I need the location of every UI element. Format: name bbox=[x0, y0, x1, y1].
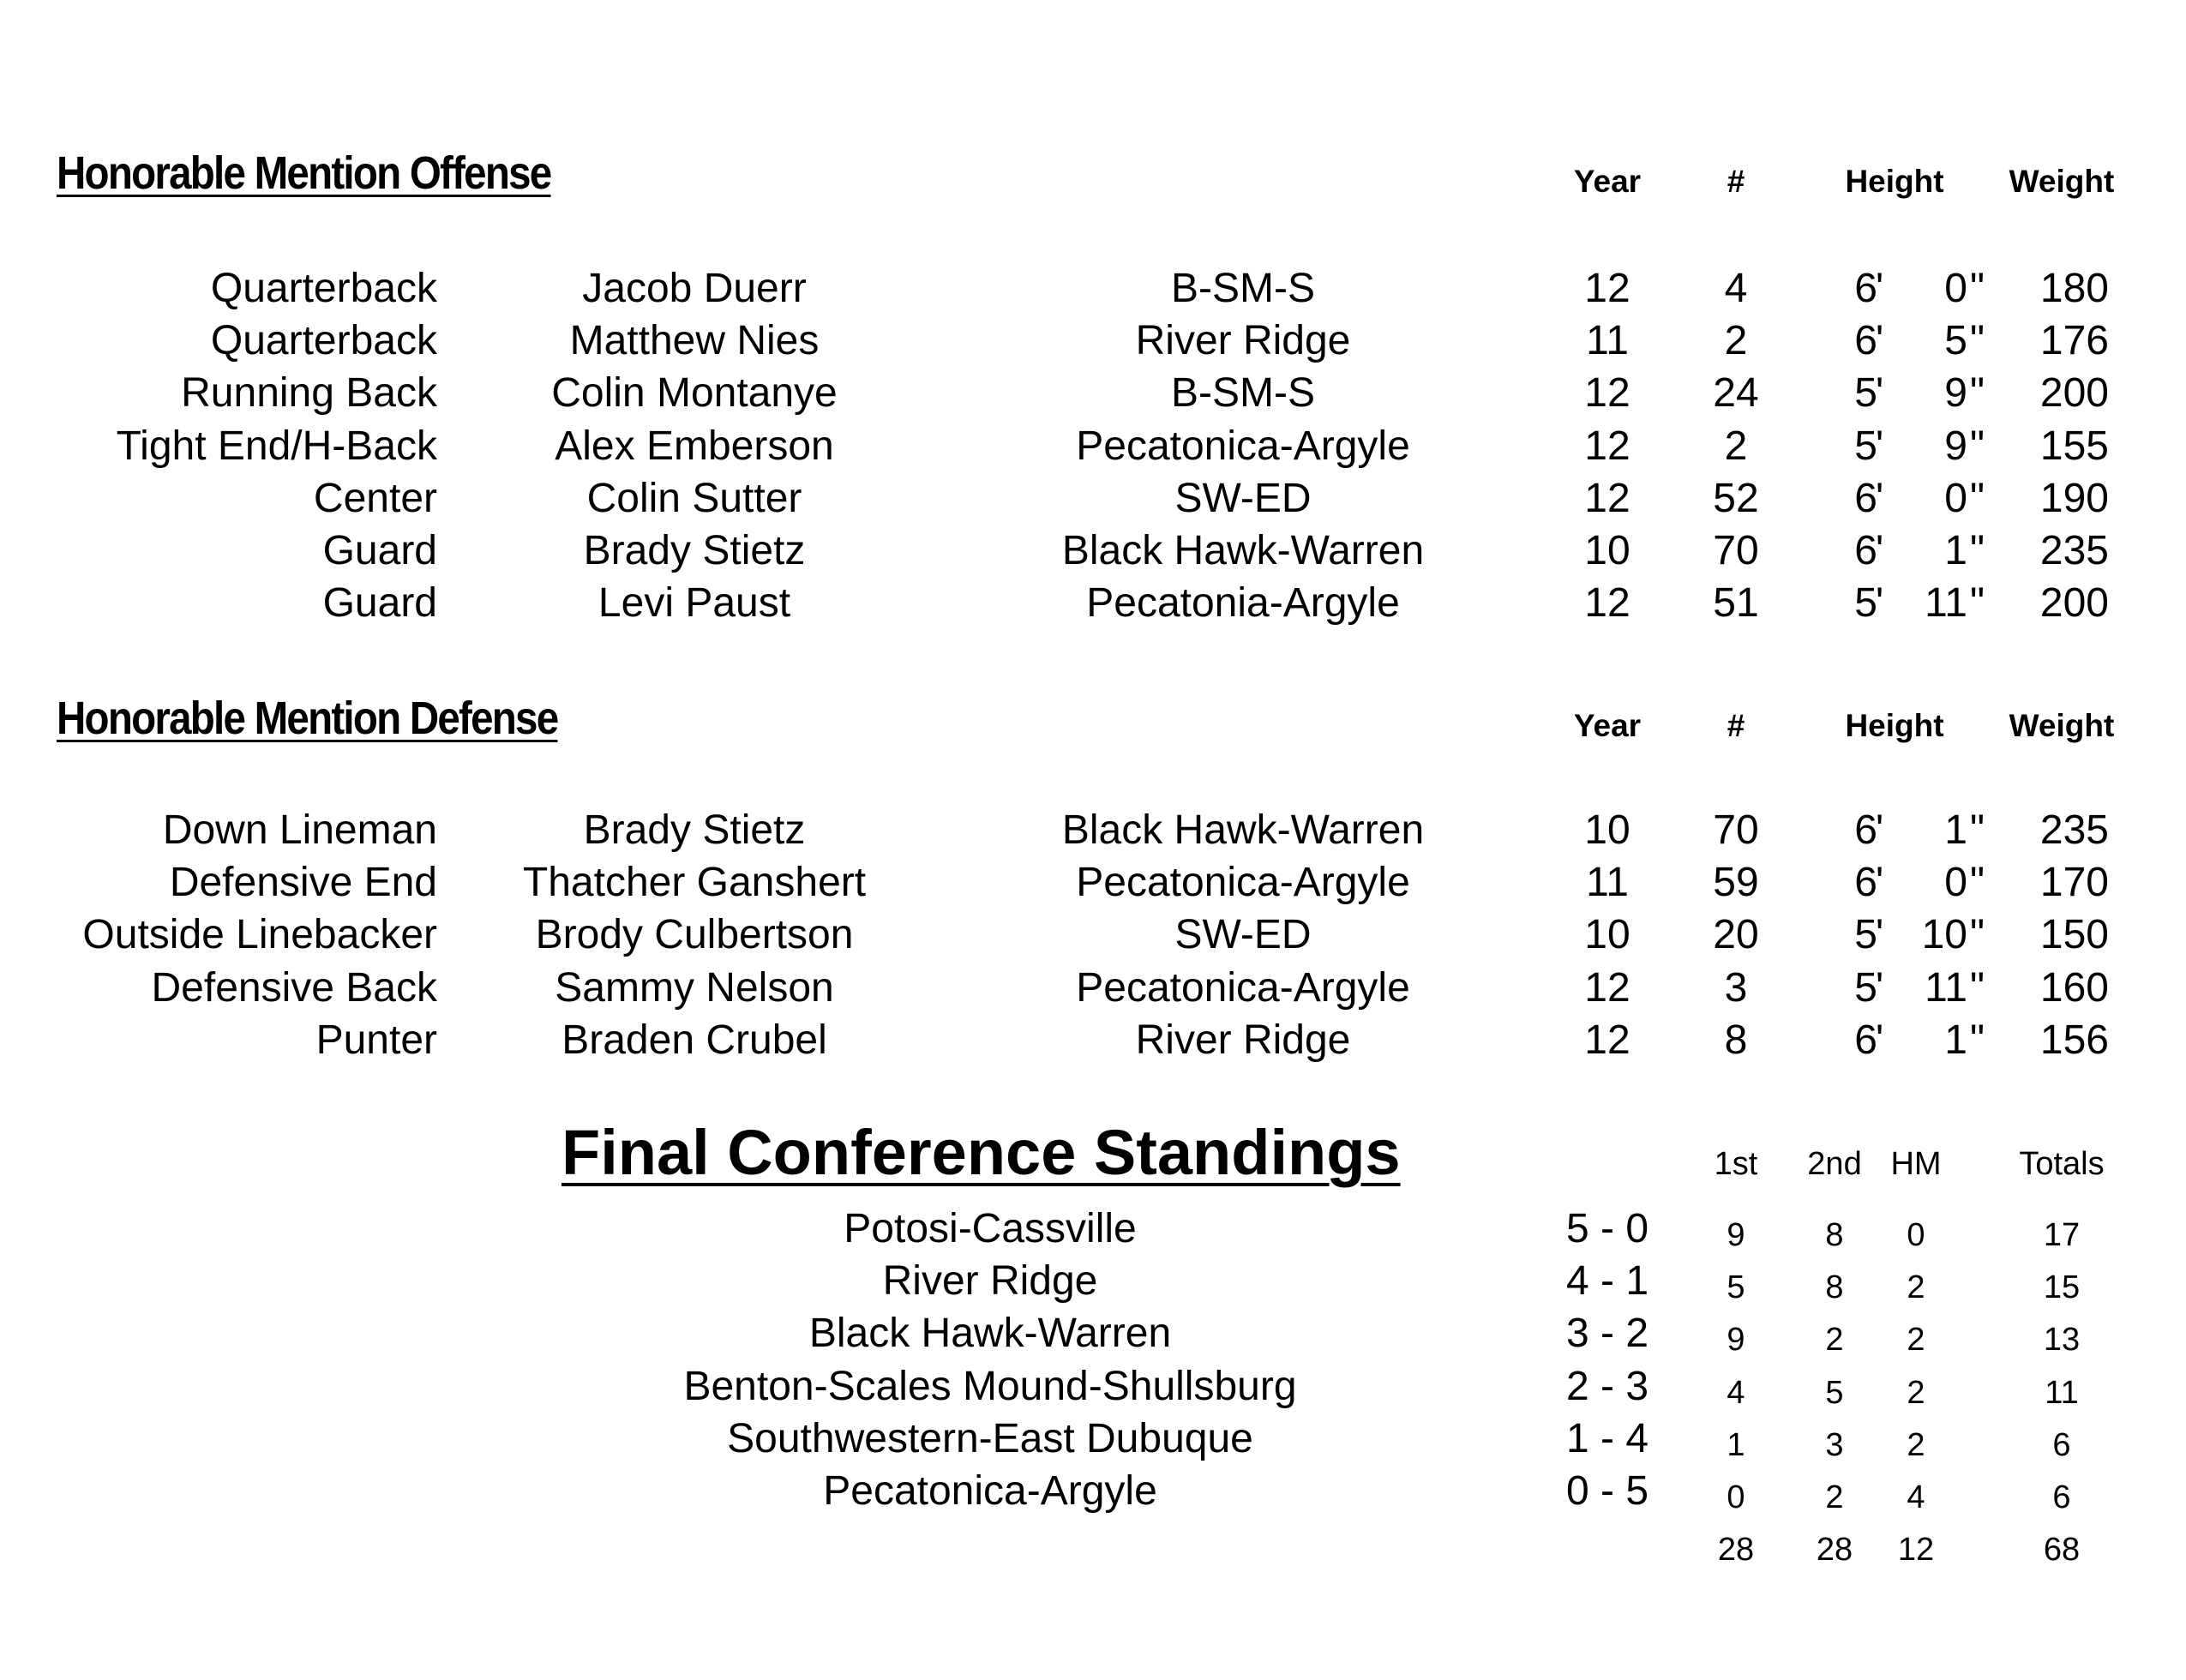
standings-row bbox=[0, 1203, 2186, 1255]
team-hm: 0 bbox=[1907, 1217, 1925, 1253]
defense-row bbox=[0, 857, 2186, 909]
totals-second: 28 bbox=[1816, 1532, 1853, 1568]
team-first: 4 bbox=[1727, 1374, 1745, 1411]
totals-total: 68 bbox=[2043, 1532, 2081, 1568]
offense-row bbox=[0, 525, 2186, 577]
team-record: 4 - 1 bbox=[1565, 1258, 1649, 1305]
player-weight: 155 bbox=[2039, 423, 2109, 469]
player-position: Running Back bbox=[181, 370, 437, 417]
team-second: 8 bbox=[1825, 1217, 1844, 1253]
standings-title: Final Conference Standings bbox=[562, 1117, 1401, 1188]
feet-mark: ' bbox=[1876, 266, 1884, 311]
defense-header-height: Height bbox=[1845, 708, 1944, 743]
player-weight: 156 bbox=[2039, 1017, 2109, 1063]
inches-mark: " bbox=[1970, 528, 1985, 573]
player-position: Punter bbox=[315, 1017, 437, 1063]
team-first: 9 bbox=[1727, 1217, 1745, 1253]
offense-row bbox=[0, 421, 2186, 472]
team-total: 13 bbox=[2043, 1322, 2081, 1359]
standings-row bbox=[0, 1256, 2186, 1307]
feet-mark: ' bbox=[1876, 860, 1884, 906]
player-weight: 170 bbox=[2039, 860, 2109, 906]
team-second: 2 bbox=[1825, 1479, 1844, 1515]
inches-mark: " bbox=[1970, 1017, 1985, 1063]
defense-row bbox=[0, 1015, 2186, 1066]
player-year: 12 bbox=[1584, 580, 1630, 627]
player-year: 10 bbox=[1584, 807, 1630, 853]
defense-header-number: # bbox=[1727, 708, 1745, 743]
player-year: 12 bbox=[1584, 1017, 1630, 1063]
defense-title: Honorable Mention Defense bbox=[57, 693, 558, 744]
feet-mark: ' bbox=[1876, 423, 1884, 469]
team-name: Black Hawk-Warren bbox=[808, 1311, 1172, 1357]
height-inches: 11 bbox=[1925, 964, 1967, 1011]
team-first: 1 bbox=[1727, 1426, 1745, 1463]
height-feet: 6 bbox=[1854, 528, 1877, 573]
offense-header-height: Height bbox=[1845, 164, 1944, 199]
standings-header-first: 1st bbox=[1714, 1146, 1758, 1182]
player-number: 20 bbox=[1713, 912, 1759, 958]
player-school: Pecatonica-Argyle bbox=[1076, 860, 1410, 906]
player-weight: 190 bbox=[2039, 475, 2109, 521]
inches-mark: " bbox=[1970, 475, 1985, 521]
team-second: 5 bbox=[1825, 1374, 1844, 1411]
team-record: 2 - 3 bbox=[1565, 1363, 1649, 1409]
team-hm: 4 bbox=[1907, 1479, 1925, 1515]
player-name: Braden Crubel bbox=[562, 1017, 827, 1063]
player-position: Outside Linebacker bbox=[82, 912, 437, 958]
offense-header-weight: Weight bbox=[2009, 164, 2115, 199]
offense-row bbox=[0, 368, 2186, 419]
standings-header-hm: HM bbox=[1890, 1146, 1942, 1182]
player-school: SW-ED bbox=[1174, 912, 1312, 958]
player-name: Colin Montanye bbox=[551, 370, 838, 417]
height-feet: 5 bbox=[1854, 580, 1877, 627]
player-name: Alex Emberson bbox=[555, 423, 834, 469]
standings-totals-row bbox=[0, 1518, 2186, 1569]
player-school: B-SM-S bbox=[1171, 266, 1315, 311]
feet-mark: ' bbox=[1876, 580, 1884, 627]
standings-row bbox=[0, 1466, 2186, 1517]
team-record: 5 - 0 bbox=[1565, 1206, 1649, 1251]
team-name: Benton-Scales Mound-Shullsburg bbox=[683, 1363, 1297, 1409]
height-feet: 5 bbox=[1854, 964, 1877, 1011]
inches-mark: " bbox=[1970, 266, 1985, 311]
player-weight: 176 bbox=[2039, 318, 2109, 364]
standings-header-second: 2nd bbox=[1807, 1146, 1862, 1182]
totals-hm: 12 bbox=[1897, 1532, 1935, 1568]
team-name: Potosi-Cassville bbox=[844, 1206, 1137, 1251]
player-name: Sammy Nelson bbox=[555, 964, 834, 1011]
player-number: 70 bbox=[1713, 807, 1759, 853]
player-year: 10 bbox=[1584, 528, 1630, 573]
player-position: Down Lineman bbox=[162, 807, 437, 853]
height-feet: 5 bbox=[1854, 423, 1877, 469]
player-school: SW-ED bbox=[1174, 475, 1312, 521]
team-total: 6 bbox=[2052, 1479, 2071, 1515]
player-school: B-SM-S bbox=[1171, 370, 1315, 417]
defense-row bbox=[0, 963, 2186, 1014]
feet-mark: ' bbox=[1876, 1017, 1884, 1063]
team-first: 0 bbox=[1727, 1479, 1745, 1515]
player-number: 4 bbox=[1724, 266, 1748, 311]
inches-mark: " bbox=[1970, 964, 1985, 1011]
player-position: Quarterback bbox=[210, 266, 437, 311]
team-name: Southwestern-East Dubuque bbox=[727, 1415, 1253, 1461]
defense-header-weight: Weight bbox=[2009, 708, 2115, 743]
team-second: 3 bbox=[1825, 1426, 1844, 1463]
team-total: 17 bbox=[2043, 1217, 2081, 1253]
player-number: 3 bbox=[1724, 964, 1748, 1011]
height-feet: 5 bbox=[1854, 370, 1877, 417]
inches-mark: " bbox=[1970, 580, 1985, 627]
player-number: 70 bbox=[1713, 528, 1759, 573]
standings-row bbox=[0, 1361, 2186, 1413]
defense-row bbox=[0, 805, 2186, 856]
player-school: Black Hawk-Warren bbox=[1061, 528, 1425, 573]
defense-row bbox=[0, 909, 2186, 961]
player-year: 12 bbox=[1584, 370, 1630, 417]
inches-mark: " bbox=[1970, 370, 1985, 417]
standings-row bbox=[0, 1413, 2186, 1465]
player-name: Levi Paust bbox=[598, 580, 791, 627]
player-year: 12 bbox=[1584, 964, 1630, 1011]
player-school: River Ridge bbox=[1135, 1017, 1351, 1063]
height-inches: 0 bbox=[1944, 475, 1967, 521]
team-first: 5 bbox=[1727, 1269, 1745, 1306]
player-school: Pecatonica-Argyle bbox=[1076, 423, 1410, 469]
inches-mark: " bbox=[1970, 860, 1985, 906]
player-weight: 200 bbox=[2039, 370, 2109, 417]
team-name: Pecatonica-Argyle bbox=[823, 1468, 1157, 1514]
defense-header-year: Year bbox=[1573, 708, 1642, 743]
player-number: 2 bbox=[1724, 423, 1748, 469]
offense-row bbox=[0, 473, 2186, 525]
player-school: River Ridge bbox=[1135, 318, 1351, 364]
player-name: Matthew Nies bbox=[569, 318, 820, 364]
height-feet: 6 bbox=[1854, 1017, 1877, 1063]
team-hm: 2 bbox=[1907, 1322, 1925, 1359]
player-weight: 200 bbox=[2039, 580, 2109, 627]
height-inches: 1 bbox=[1944, 528, 1967, 573]
player-name: Brady Stietz bbox=[583, 528, 806, 573]
height-inches: 9 bbox=[1944, 370, 1967, 417]
player-position: Quarterback bbox=[210, 318, 437, 364]
player-year: 12 bbox=[1584, 423, 1630, 469]
height-feet: 6 bbox=[1854, 266, 1877, 311]
feet-mark: ' bbox=[1876, 370, 1884, 417]
height-feet: 6 bbox=[1854, 807, 1877, 853]
player-weight: 235 bbox=[2039, 528, 2109, 573]
height-inches: 5 bbox=[1944, 318, 1967, 364]
inches-mark: " bbox=[1970, 912, 1985, 958]
player-weight: 180 bbox=[2039, 266, 2109, 311]
offense-row bbox=[0, 578, 2186, 629]
offense-row bbox=[0, 263, 2186, 315]
height-feet: 5 bbox=[1854, 912, 1877, 958]
player-number: 8 bbox=[1724, 1017, 1748, 1063]
inches-mark: " bbox=[1970, 318, 1985, 364]
team-name: River Ridge bbox=[882, 1258, 1098, 1305]
offense-header-year: Year bbox=[1573, 164, 1642, 199]
height-inches: 10 bbox=[1921, 912, 1967, 958]
standings-row bbox=[0, 1308, 2186, 1359]
offense-title: Honorable Mention Offense bbox=[57, 147, 551, 199]
player-name: Colin Sutter bbox=[586, 475, 802, 521]
player-weight: 150 bbox=[2039, 912, 2109, 958]
offense-row bbox=[0, 315, 2186, 367]
player-name: Thatcher Ganshert bbox=[522, 860, 867, 906]
player-number: 51 bbox=[1713, 580, 1759, 627]
team-second: 2 bbox=[1825, 1322, 1844, 1359]
feet-mark: ' bbox=[1876, 912, 1884, 958]
player-position: Guard bbox=[322, 580, 437, 627]
player-weight: 235 bbox=[2039, 807, 2109, 853]
team-total: 6 bbox=[2052, 1426, 2071, 1463]
player-school: Black Hawk-Warren bbox=[1061, 807, 1425, 853]
offense-header-number: # bbox=[1727, 164, 1745, 199]
player-year: 12 bbox=[1584, 475, 1630, 521]
player-number: 59 bbox=[1713, 860, 1759, 906]
player-year: 12 bbox=[1584, 266, 1630, 311]
player-name: Brady Stietz bbox=[583, 807, 806, 853]
player-school: Pecatonia-Argyle bbox=[1086, 580, 1400, 627]
player-position: Defensive Back bbox=[151, 964, 437, 1011]
player-weight: 160 bbox=[2039, 964, 2109, 1011]
player-number: 52 bbox=[1713, 475, 1759, 521]
team-record: 1 - 4 bbox=[1565, 1415, 1649, 1461]
player-name: Jacob Duerr bbox=[582, 266, 807, 311]
feet-mark: ' bbox=[1876, 528, 1884, 573]
feet-mark: ' bbox=[1876, 807, 1884, 853]
height-feet: 6 bbox=[1854, 318, 1877, 364]
team-hm: 2 bbox=[1907, 1374, 1925, 1411]
player-number: 2 bbox=[1724, 318, 1748, 364]
player-position: Defensive End bbox=[169, 860, 437, 906]
height-inches: 0 bbox=[1944, 266, 1967, 311]
height-feet: 6 bbox=[1854, 860, 1877, 906]
feet-mark: ' bbox=[1876, 475, 1884, 521]
height-inches: 1 bbox=[1944, 1017, 1967, 1063]
player-position: Guard bbox=[322, 528, 437, 573]
inches-mark: " bbox=[1970, 807, 1985, 853]
player-position: Tight End/H-Back bbox=[116, 423, 437, 469]
feet-mark: ' bbox=[1876, 318, 1884, 364]
team-total: 15 bbox=[2043, 1269, 2081, 1306]
team-hm: 2 bbox=[1907, 1426, 1925, 1463]
player-name: Brody Culbertson bbox=[535, 912, 854, 958]
player-school: Pecatonica-Argyle bbox=[1076, 964, 1410, 1011]
team-total: 11 bbox=[2045, 1374, 2079, 1411]
height-feet: 6 bbox=[1854, 475, 1877, 521]
height-inches: 0 bbox=[1944, 860, 1967, 906]
player-number: 24 bbox=[1713, 370, 1759, 417]
team-first: 9 bbox=[1727, 1322, 1745, 1359]
player-year: 10 bbox=[1584, 912, 1630, 958]
player-year: 11 bbox=[1586, 860, 1629, 906]
height-inches: 1 bbox=[1944, 807, 1967, 853]
totals-first: 28 bbox=[1717, 1532, 1755, 1568]
height-inches: 9 bbox=[1944, 423, 1967, 469]
standings-header-totals: Totals bbox=[2019, 1146, 2105, 1182]
inches-mark: " bbox=[1970, 423, 1985, 469]
player-position: Center bbox=[313, 475, 437, 521]
team-hm: 2 bbox=[1907, 1269, 1925, 1306]
team-second: 8 bbox=[1825, 1269, 1844, 1306]
height-inches: 11 bbox=[1925, 580, 1967, 627]
team-record: 3 - 2 bbox=[1565, 1311, 1649, 1357]
team-record: 0 - 5 bbox=[1565, 1468, 1649, 1514]
player-year: 11 bbox=[1586, 318, 1629, 364]
feet-mark: ' bbox=[1876, 964, 1884, 1011]
